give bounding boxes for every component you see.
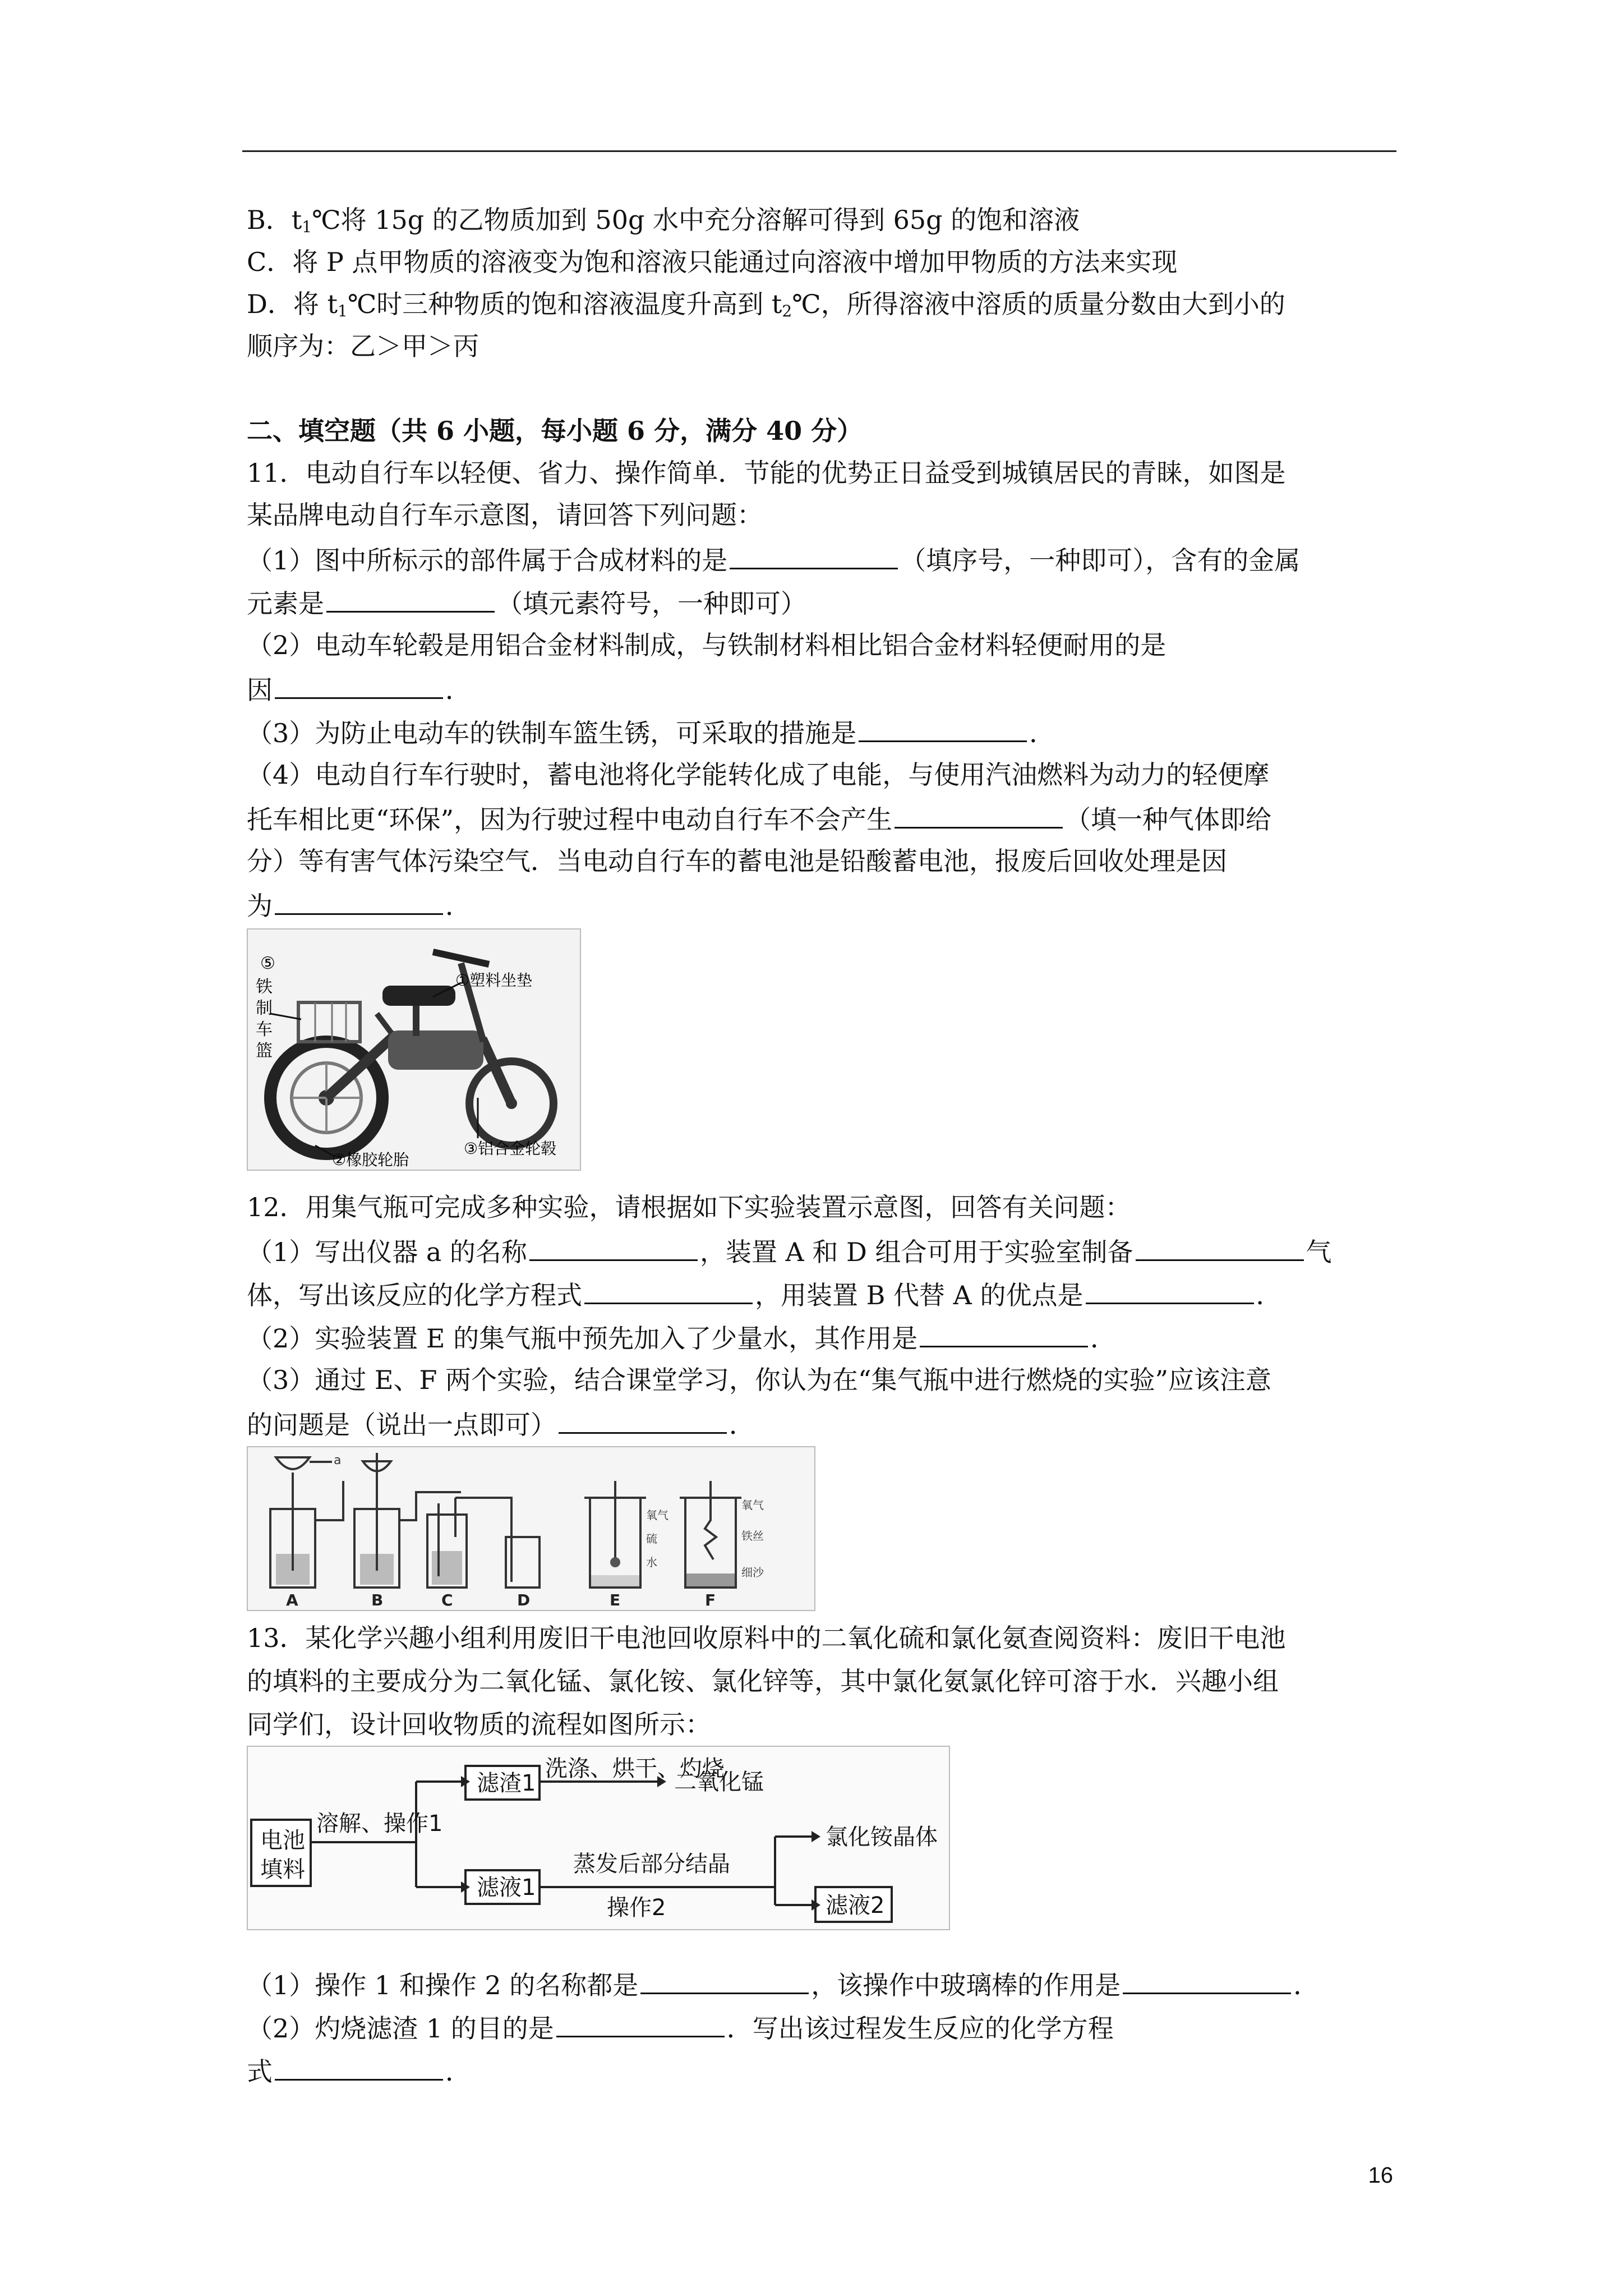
label-side: 制 bbox=[256, 999, 273, 1018]
residue-label: 滤渣1 bbox=[477, 1770, 536, 1796]
label-C: C bbox=[441, 1591, 453, 1609]
q13-line: 的填料的主要成分为二氧化锰、氯化铵、氯化锌等，其中氯化氨氯化锌可溶于水．兴趣小组 bbox=[247, 1666, 1279, 1696]
label-A: A bbox=[286, 1591, 298, 1609]
q11-part4-cont: 托车相比更“环保”，因为行驶过程中电动自行车不会产生 （填一种气体即给 bbox=[247, 801, 1271, 836]
product1-label: 二氧化锰 bbox=[674, 1769, 764, 1795]
q12-part1-cont: 体，写出该反应的化学方程式 ，用装置 B 代替 A 的优点是 ． bbox=[247, 1277, 1282, 1312]
label-F: F bbox=[705, 1591, 716, 1609]
q12-part2: （2）实验装置 E 的集气瓶中预先加入了少量水，其作用是 ． bbox=[247, 1320, 1116, 1355]
option-c: C．将 P 点甲物质的溶液变为饱和溶液只能通过向溶液中增加甲物质的方法来实现 bbox=[247, 247, 1178, 277]
q11-part4-cont: 分）等有害气体污染空气．当电动自行车的蓄电池是铅酸蓄电池，报废后回收处理是因 bbox=[247, 846, 1227, 876]
q13-part2-cont: 式 ． bbox=[247, 2053, 471, 2088]
q12-line: 12．用集气瓶可完成多种实验，请根据如下实验装置示意图，回答有关问题： bbox=[247, 1192, 1131, 1222]
filtrate-step-label: 蒸发后部分结晶 bbox=[573, 1851, 730, 1877]
q11-part2-cont: 因 ． bbox=[247, 671, 471, 707]
filtrate-label: 滤液1 bbox=[477, 1875, 536, 1901]
label-a: a bbox=[334, 1453, 342, 1467]
q13-line: 同学们，设计回收物质的流程如图所示： bbox=[247, 1709, 711, 1740]
label-side: 车 bbox=[256, 1020, 273, 1039]
answer-blank[interactable] bbox=[559, 1406, 727, 1434]
answer-blank[interactable] bbox=[859, 715, 1027, 742]
answer-blank[interactable] bbox=[556, 2010, 725, 2037]
label-3: ③铝合金轮毂 bbox=[464, 1139, 557, 1158]
answer-blank[interactable] bbox=[326, 585, 495, 613]
option-d-cont: 顺序为：乙＞甲＞丙 bbox=[247, 331, 479, 361]
option-b: B．$t_1℃$将 15g 的乙物质加到 50g 水中充分溶解可得到 65g 的饱和溶液 bbox=[247, 205, 1080, 236]
residue-step-label: 洗涤、烘干、灼烧 bbox=[545, 1756, 725, 1782]
start-label: 填料 bbox=[260, 1857, 305, 1883]
answer-blank[interactable] bbox=[1123, 1967, 1291, 1994]
answer-blank[interactable] bbox=[640, 1967, 809, 1994]
q11-part1-cont: 元素是 （填元素符号，一种即可） bbox=[247, 585, 806, 620]
product2-label: 氯化铵晶体 bbox=[826, 1824, 938, 1850]
page-number: 16 bbox=[1368, 2163, 1393, 2188]
q12-part3-cont: 的问题是（说出一点即可） ． bbox=[247, 1406, 755, 1442]
step1-label: 溶解、操作1 bbox=[316, 1811, 443, 1837]
note-e: 硫 bbox=[646, 1532, 657, 1545]
label-5: ⑤ bbox=[260, 954, 275, 973]
apparatus-figure bbox=[247, 1446, 815, 1611]
answer-blank[interactable] bbox=[1086, 1277, 1254, 1304]
seat-icon bbox=[382, 986, 455, 1006]
label-D: D bbox=[517, 1591, 531, 1609]
note-f: 细沙 bbox=[741, 1566, 764, 1579]
q12-part3: （3）通过 E、F 两个实验，结合课堂学习，你认为在“集气瓶中进行燃烧的实验”应该注意 bbox=[247, 1365, 1272, 1395]
answer-blank[interactable] bbox=[275, 671, 443, 699]
label-E: E bbox=[610, 1591, 621, 1609]
electric-bike-figure bbox=[247, 928, 581, 1171]
answer-blank[interactable] bbox=[920, 1320, 1088, 1347]
answer-blank[interactable] bbox=[275, 887, 443, 915]
label-side: 铁 bbox=[256, 977, 273, 997]
q11-part2: （2）电动车轮毂是用铝合金材料制成，与铁制材料相比铝合金材料轻便耐用的是 bbox=[247, 630, 1166, 660]
label-B: B bbox=[371, 1591, 384, 1609]
q11-line: 某品牌电动自行车示意图，请回答下列问题： bbox=[247, 500, 763, 530]
op2-label: 操作2 bbox=[607, 1895, 666, 1921]
label-side: 篮 bbox=[256, 1041, 273, 1061]
answer-blank[interactable] bbox=[895, 801, 1063, 829]
answer-blank[interactable] bbox=[584, 1277, 753, 1304]
option-d: D．将 $t_1℃$时三种物质的饱和溶液温度升高到 $t_2℃$，所得溶液中溶质的质量分数由大到小的 bbox=[247, 289, 1285, 320]
note-f: 铁丝 bbox=[741, 1529, 764, 1543]
q13-part2: （2）灼烧滤渣 1 的目的是 ．写出该过程发生反应的化学方程 bbox=[247, 2010, 1114, 2045]
q12-part1: （1）写出仪器 a 的名称 ，装置 A 和 D 组合可用于实验室制备 气 bbox=[247, 1234, 1332, 1269]
q13-line: 13．某化学兴趣小组利用废旧干电池回收原料中的二氧化硫和氯化氨查阅资料：废旧干电池 bbox=[247, 1623, 1286, 1653]
label-2: ②橡胶轮胎 bbox=[332, 1151, 409, 1169]
answer-blank[interactable] bbox=[529, 1234, 698, 1261]
header-rule bbox=[242, 150, 1396, 152]
label-1: ①塑料坐垫 bbox=[455, 971, 533, 990]
q11-part1: （1）图中所标示的部件属于合成材料的是 （填序号，一种即可），含有的金属 bbox=[247, 542, 1300, 577]
q13-part1: （1）操作 1 和操作 2 的名称都是 ，该操作中玻璃棒的作用是 ． bbox=[247, 1967, 1319, 2002]
note-e: 水 bbox=[646, 1556, 657, 1569]
answer-blank[interactable] bbox=[275, 2053, 443, 2081]
q11-part3: （3）为防止电动车的铁制车篮生锈，可采取的措施是 ． bbox=[247, 715, 1055, 750]
start-label: 电池 bbox=[260, 1828, 305, 1853]
q11-line: 11．电动自行车以轻便、省力、操作简单．节能的优势正日益受到城镇居民的青睐，如图是 bbox=[247, 458, 1286, 488]
answer-blank[interactable] bbox=[730, 542, 898, 569]
flowchart-figure bbox=[247, 1746, 950, 1930]
answer-blank[interactable] bbox=[1136, 1234, 1304, 1261]
note-f: 氧气 bbox=[741, 1498, 764, 1512]
filtrate2-label: 滤液2 bbox=[826, 1893, 885, 1918]
note-e: 氧气 bbox=[646, 1508, 668, 1522]
q11-part4: （4）电动自行车行驶时，蓄电池将化学能转化成了电能，与使用汽油燃料为动力的轻便摩 bbox=[247, 760, 1270, 790]
q11-part4-cont: 为 ． bbox=[247, 887, 471, 923]
section-heading: 二、填空题（共 6 小题，每小题 6 分，满分 40 分） bbox=[247, 416, 863, 446]
